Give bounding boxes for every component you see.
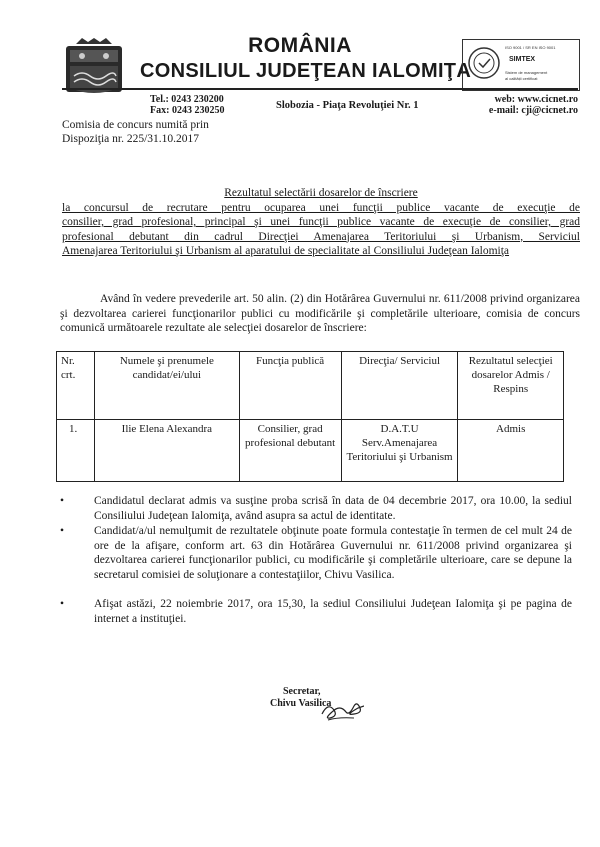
heading-line-5: Amenajarea Teritoriului şi Urbanism al aparatului de specialitate al Consiliului Judeţean Ialomiţa <box>62 245 510 257</box>
quality-certification-badge <box>462 39 580 91</box>
certification-seal-icon <box>467 46 501 80</box>
table-header-row <box>57 352 564 420</box>
bullet-text: Afişat astăzi, 22 noiembrie 2017, ora 15,30, la sediul Consiliului Judeţean Ialomiţa şi pe pagina de internet a instituţiei. <box>94 598 572 625</box>
header-divider <box>62 88 578 90</box>
bullet-text: Candidat/a/ul nemulţumit de rezultatele obţinute poate formula contestaţie în termen de cel mult 24 de ore de la afişare, conform art. 63 din Hotărârea Guvernului nr. 611/2008 privind organizarea şi dezvoltarea carierei funcţionarilor publici, cu modificările şi completările ulterioare, care se depune la secretarul comisiei de soluţionare a contestaţiilor, Chivu Vasilica. <box>94 525 572 581</box>
header-name: Numele şi prenumele candidat/ei/ului <box>95 352 239 420</box>
cell-name: Ilie Elena Alexandra <box>95 420 239 482</box>
heading-line-3: consilier, grad profesional, principal şi unei funcţii publice vacante de execuţie de consilier, grad <box>62 216 580 228</box>
cert-line-1: ISO 9001 / SR EN ISO 9001 <box>505 45 556 50</box>
signature-role: Secretar, <box>283 686 321 697</box>
website: web: www.cicnet.ro <box>494 94 578 105</box>
signature-name: Chivu Vasilica <box>270 698 332 709</box>
fax: Fax: 0243 230250 <box>150 105 225 116</box>
issuer-line-1: Comisia de concurs numită prin <box>62 119 209 131</box>
cert-line-2: Sistem de management <box>505 70 548 75</box>
email: e-mail: cji@cicnet.ro <box>488 105 578 116</box>
bullet-item <box>60 597 572 626</box>
intro-paragraph: Având în vedere prevederile art. 50 alin. (2) din Hotărârea Guvernului nr. 611/2008 privind organizarea şi dezvoltarea carierei funcţionarilor publici cu modificările şi completările ulterioare, comisia de concurs comunică următoarele rezultate ale selecţiei dosarelor de înscriere: <box>60 293 580 334</box>
bullet-text: Candidatul declarat admis va susţine proba scrisă în data de 04 decembrie 2017, ora 10.00, la sediul Consiliului Judeţean Ialomiţa, având asupra sa actul de identitate. <box>94 495 572 522</box>
header-nr: Nr. crt. <box>57 352 95 420</box>
issuer-line-2: Dispoziţia nr. 225/31.10.2017 <box>62 133 200 145</box>
document-heading <box>62 186 580 259</box>
bullet-icon: • <box>60 598 65 610</box>
document-title: Rezultatul selectării dosarelor de înscriere <box>224 187 418 199</box>
phone: Tel.: 0243 230200 <box>150 94 224 105</box>
heading-line-4: profesional debutant din cadrul Direcţiei Amenajarea Teritoriului şi Urbanism, Serviciul <box>62 230 580 243</box>
cell-result: Admis <box>458 420 564 482</box>
header-direction: Direcţia/ Serviciul <box>341 352 458 420</box>
header-function: Funcţia publică <box>239 352 341 420</box>
bullet-item <box>60 494 572 523</box>
cell-nr: 1. <box>57 420 95 482</box>
country-title: ROMÂNIA <box>248 34 352 57</box>
cell-direction: D.A.T.U Serv.Amenajarea Teritoriului şi Urbanism <box>341 420 458 482</box>
cell-function: Consilier, grad profesional debutant <box>239 420 341 482</box>
heading-line-2: la concursul de recrutare pentru ocuparea unei funcţii publice vacante de execuţie de <box>62 201 580 214</box>
address: Slobozia - Piaţa Revoluţiei Nr. 1 <box>276 100 419 111</box>
table-row <box>57 420 564 482</box>
institution-title: CONSILIUL JUDEŢEAN IALOMIŢA <box>140 60 472 82</box>
header-result: Rezultatul selecţiei dosarelor Admis / Respins <box>458 352 564 420</box>
handwritten-signature <box>318 692 364 726</box>
cert-name: SIMTEX <box>509 56 536 63</box>
bullet-item <box>60 524 572 582</box>
results-table <box>56 351 564 482</box>
bullet-icon: • <box>60 495 65 507</box>
cert-line-3: al calității certificat <box>505 76 538 81</box>
bullet-icon: • <box>60 525 65 537</box>
